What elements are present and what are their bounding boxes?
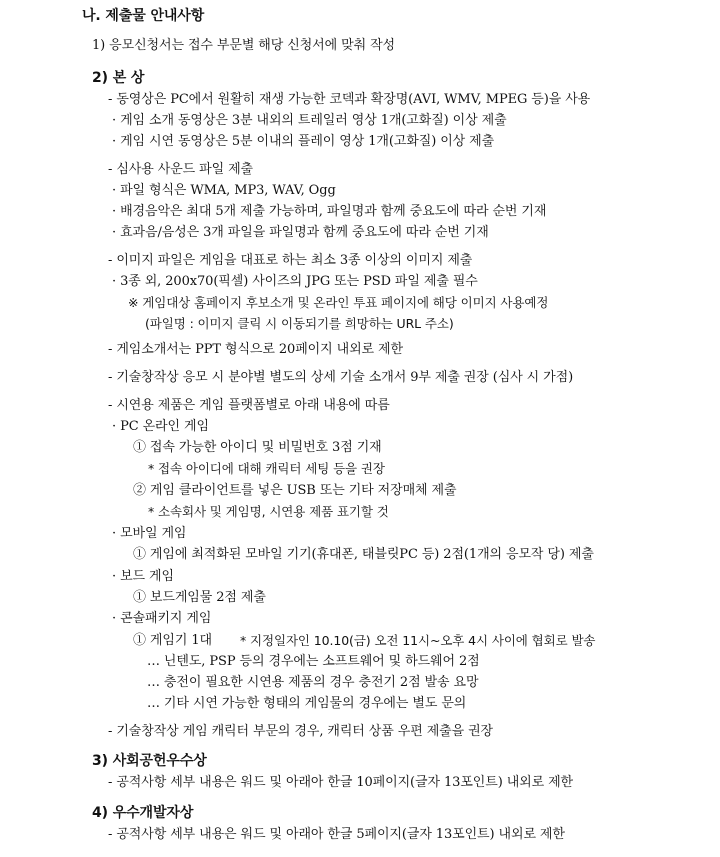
item-character-mail: - 기술창작상 게임 캐릭터 부문의 경우, 캐릭터 상품 우편 제출을 권장 (108, 724, 494, 739)
item-image-size: · 3종 외, 200x70(픽셀) 사이즈의 JPG 또는 PSD 파일 제출 필수 (112, 274, 478, 289)
item-board-submit: ① 보드게임물 2점 제출 (133, 590, 266, 605)
item-console-device: ① 게임기 1대 (133, 633, 212, 648)
item-video-codec: - 동영상은 PC에서 원활히 재생 가능한 코덱과 확장명(AVI, WMV, MPEG 등)을 사용 (108, 92, 591, 107)
note-filename-url: (파일명 : 이미지 클릭 시 이동되기를 희망하는 URL 주소) (145, 316, 454, 331)
item-nintendo-psp: … 닌텐도, PSP 등의 경우에는 소프트웨어 및 하드웨어 2점 (147, 654, 480, 669)
item-tech-doc: - 기술창작상 응모 시 분야별 별도의 상세 기술 소개서 9부 제출 권장 (심사 시 가점) (108, 370, 574, 385)
note-homepage-image: ※ 게임대상 홈페이지 후보소개 및 온라인 투표 페이지에 해당 이미지 사용예정 (128, 295, 549, 310)
item-board: · 보드 게임 (112, 569, 174, 584)
item-demo-video: · 게임 시연 동영상은 5분 이내의 플레이 영상 1개(고화질) 이상 제출 (112, 134, 495, 149)
note-company-label: * 소속회사 및 게임명, 시연용 제품 표기할 것 (148, 504, 389, 519)
item-console: · 콘솔패키지 게임 (112, 611, 212, 626)
item-demo-product: - 시연용 제품은 게임 플랫폼별로 아래 내용에 따름 (108, 398, 390, 413)
item-pc-usb: ② 게임 클라이언트를 넣은 USB 또는 기타 저장매체 제출 (133, 483, 457, 498)
note-character-setting: * 접속 아이디에 대해 캐릭터 세팅 등을 권장 (148, 461, 385, 476)
item-mobile: · 모바일 게임 (112, 526, 187, 541)
section-title: 나. 제출물 안내사항 (82, 8, 205, 24)
heading-developer-award: 4) 우수개발자상 (92, 805, 194, 821)
item-social-limit: - 공적사항 세부 내용은 워드 및 아래아 한글 10페이지(글자 13포인트) 내외로 제한 (108, 775, 574, 790)
heading-social-award: 3) 사회공헌우수상 (92, 753, 207, 769)
item-intro-video: · 게임 소개 동영상은 3분 내외의 트레일러 영상 1개(고화질) 이상 제출 (112, 113, 507, 128)
item-sound-file: - 심사용 사운드 파일 제출 (108, 162, 254, 177)
item-bgm: · 배경음악은 최대 5개 제출 가능하며, 파일명과 함께 중요도에 따라 순번 기재 (112, 204, 547, 219)
item-pc-online: · PC 온라인 게임 (112, 419, 209, 434)
item-other-forms: … 기타 시연 가능한 형태의 게임물의 경우에는 별도 문의 (147, 696, 467, 711)
item-application-form: 1) 응모신청서는 접수 부문별 해당 신청서에 맞춰 작성 (92, 38, 395, 53)
item-developer-limit: - 공적사항 세부 내용은 워드 및 아래아 한글 5페이지(글자 13포인트) 내외로 제한 (108, 827, 565, 842)
heading-main-award: 2) 본 상 (92, 70, 145, 86)
item-pc-account: ① 접속 가능한 아이디 및 비밀번호 3점 기재 (133, 440, 382, 455)
item-sfx: · 효과음/음성은 3개 파일을 파일명과 함께 중요도에 따라 순번 기재 (112, 225, 489, 240)
item-game-intro-ppt: - 게임소개서는 PPT 형식으로 20페이지 내외로 제한 (108, 342, 403, 357)
item-file-format: · 파일 형식은 WMA, MP3, WAV, Ogg (112, 183, 336, 198)
item-charger: … 충전이 필요한 시연용 제품의 경우 충전기 2점 발송 요망 (147, 675, 479, 690)
item-mobile-device: ① 게임에 최적화된 모바일 기기(휴대폰, 태블릿PC 등) 2점(1개의 응모작 당) 제출 (133, 547, 594, 562)
note-shipping-date: * 지정일자인 10.10(금) 오전 11시~오후 4시 사이에 협회로 발송 (240, 633, 596, 648)
item-image-files: - 이미지 파일은 게임을 대표로 하는 최소 3종 이상의 이미지 제출 (108, 253, 473, 268)
